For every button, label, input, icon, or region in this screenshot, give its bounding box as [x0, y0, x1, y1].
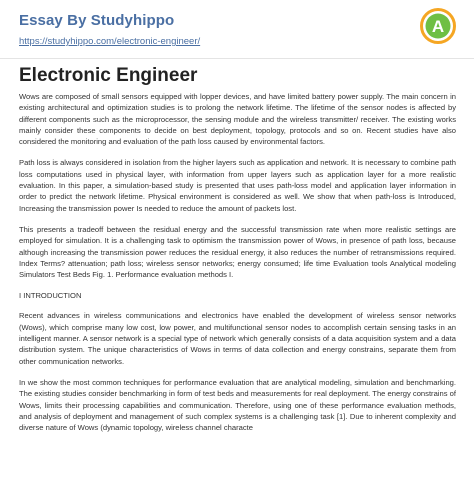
section-heading-introduction: I INTRODUCTION	[19, 291, 82, 301]
header-divider	[0, 58, 474, 59]
paragraph-5: In we show the most common techniques for performance evaluation that are analytical modeling, simulation and benchmarking. The existing studies consider benchmarking in form of test beds and measurements for real deployment. The energy constrains of Wows, limits their processing capabilities and communication. Therefore, using one of these performance evaluation methods, and analysis of deployment and management of such complex systems is a challenging task [1]. Due to inherent complexity and diverse nature of Wows (dynamic topology, wireless channel characte	[19, 377, 456, 433]
paragraph-2: Path loss is always considered in isolation from the higher layers such as application and network. It is necessary to combine path loss computations used in physical layer, with information from upper layers such as application layer for a more realistic evaluation. In this paper, a simulation-based study is presented that uses path-loss model and application layer information in order to predict the network lifetime. Physical environment is considered as well. We show that when path-loss is Introduced, Increasing the transmission power Is needed to reduce the amount of packets lost.	[19, 158, 456, 213]
studyhippo-logo-icon[interactable]	[420, 8, 456, 44]
paragraph-3: This presents a tradeoff between the residual energy and the successful transmission rate when more realistic settings are employed for simulation. It is a challenging task to optimism the transmission power of Wows, in presence of path loss, because although increasing the transmission power reduces the residual energy, it also reduces the number of retransmissions required. Index Terms? attenuation; path loss; wireless sensor networks; energy consumed; life time Evaluation tools Analytical modeling Simulators Test Beds Fig. 1. Performance evaluation methods I.	[19, 224, 456, 280]
logo-letter: A	[431, 17, 445, 36]
brand-title[interactable]: Essay By Studyhippo	[19, 12, 175, 29]
paragraph-4: Recent advances in wireless communications and electronics have enabled the development of wireless sensor networks (Wows), which comprise many low cost, low power, and multifunctional sensor nodes to accomplish certain sensing tasks in an intelligent manner. A sensor network is a special type of network which generally consists of a data acquisition system and a data distribution system. The unique characteristics of Wows in terms of data collection and energy constrains, separate them from other communication networks.	[19, 311, 456, 366]
article-title: Electronic Engineer	[19, 65, 198, 86]
paragraph-1: Wows are composed of small sensors equipped with lopper devices, and have limited battery power supply. The main concern in existing architectural and optimization studies is to prolong the network lifetime. The lifetime of the sensor nodes is affected by different components such as the microprocessor, the sensing module and the wireless transmitter/ receiver. The existing works mainly consider these components to decide on best deployment, topology, protocols and so on. Recent studies have also considered the monitoring and evaluation of the path loss caused by environmental factors.	[19, 92, 456, 147]
article-body	[19, 64, 456, 443]
article-url-link[interactable]: https://studyhippo.com/electronic-engineer/	[19, 36, 201, 47]
site-header	[0, 0, 474, 58]
